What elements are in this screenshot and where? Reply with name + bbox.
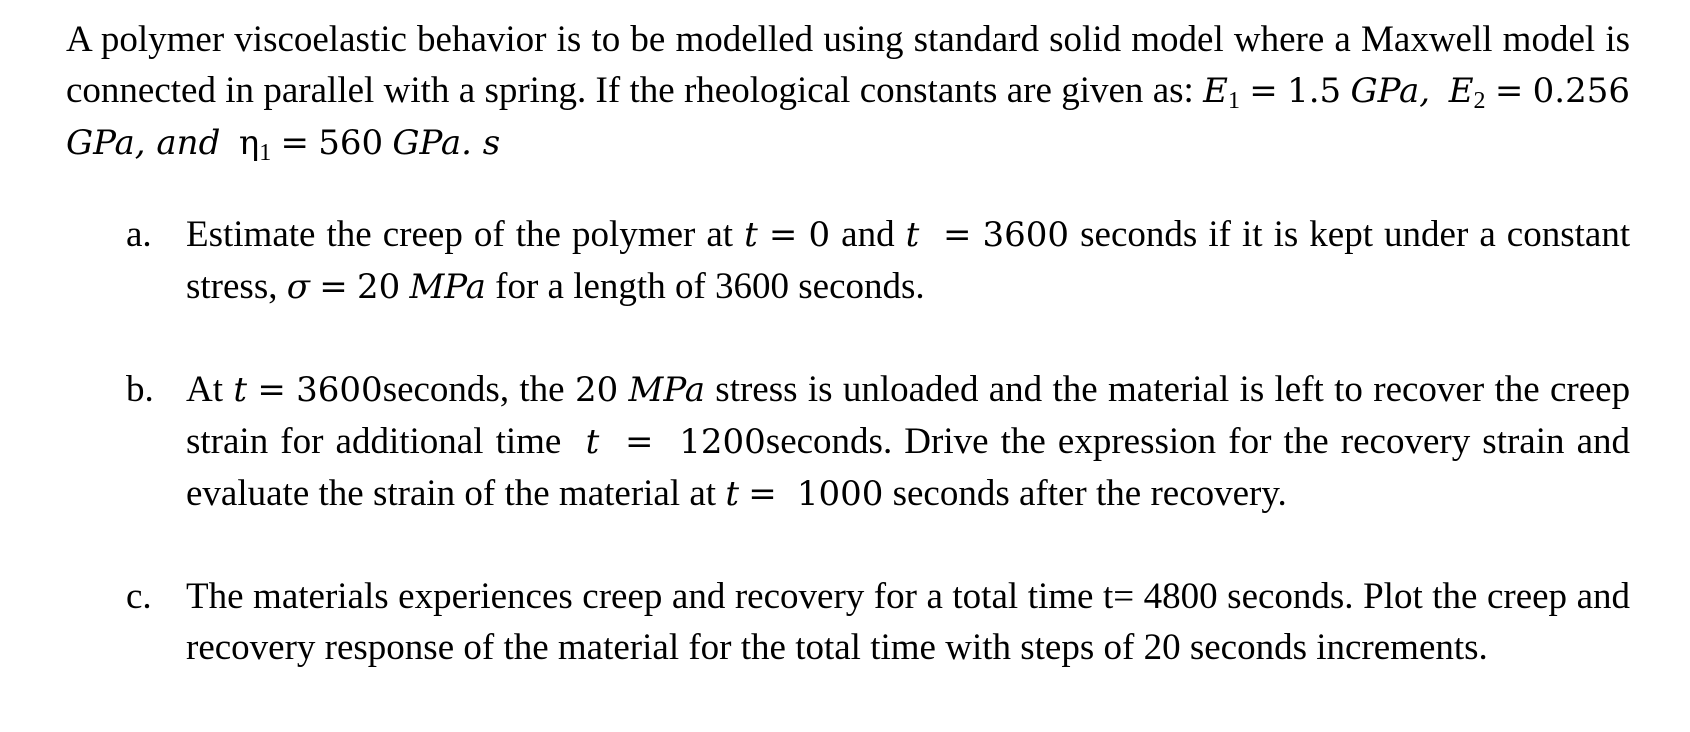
question-a-text-1: Estimate the creep of the polymer at: [186, 214, 734, 255]
eta-symbol: η: [238, 123, 260, 163]
time-symbol: t: [585, 422, 600, 462]
eta-subscript: 1: [259, 140, 272, 166]
stress-value: 20: [356, 267, 401, 307]
recovery-time-value: 1200: [679, 422, 766, 462]
question-a-text-3: seconds if it is kept under a constant stress,: [186, 214, 1631, 307]
time-symbol: t: [233, 370, 247, 410]
question-b-text-2: seconds, the: [382, 369, 565, 410]
evaluation-time-value: 1000: [796, 474, 884, 514]
question-c-text: The materials experiences creep and recovery for a total time t= 4800 seconds. Plot the creep and recovery response of the material for the total time with steps of 20 seconds increments.: [186, 576, 1630, 668]
question-b-text-3: stress is unloaded and the material is left to recover the creep strain for additional time: [186, 369, 1631, 462]
time-symbol: t: [744, 215, 758, 255]
e1-unit: GPa,: [1350, 71, 1431, 111]
question-a-text-4: for a length of 3600 seconds.: [495, 266, 925, 307]
time-value-start: 0: [808, 215, 831, 255]
question-c: [66, 571, 1630, 673]
stress-symbol: σ: [286, 267, 310, 307]
question-list: [66, 209, 1630, 673]
e2-unit: GPa, and: [66, 123, 221, 163]
question-b-marker: b.: [126, 369, 154, 410]
question-c-marker: c.: [126, 576, 152, 617]
time-value-end: 3600: [982, 215, 1070, 255]
question-b-text-4: seconds. Drive the expression for the recovery strain and evaluate the strain of the material at: [186, 421, 1631, 514]
intro-text: A polymer viscoelastic behavior is to be modelled using standard solid model where a Maxwell model is connected in parallel with a spring. If the rheological constants are given as:: [66, 19, 1630, 111]
unload-time-value: 3600: [296, 370, 383, 410]
question-a-text-2: and: [841, 214, 895, 255]
time-symbol: t: [725, 474, 740, 514]
eta-unit: GPa. s: [392, 123, 501, 163]
eta-value: 560: [318, 123, 384, 163]
question-b: b. At t = 3600seconds, the 20 MPa stress is unloaded and the material is left to recover the creep strain for additional time t = 1200seconds. Drive the expression for the recovery strain and evaluate the strain of the material at t = 1000 seconds after the recovery.: [66, 364, 1630, 520]
question-b-text-1: At: [186, 369, 223, 410]
stress-value: 20: [574, 370, 619, 410]
question-a-marker: a.: [126, 214, 152, 255]
problem-statement: [66, 14, 1630, 673]
stress-unit: MPa: [628, 370, 705, 410]
question-b-text-5: seconds after the recovery.: [892, 473, 1287, 514]
e2-symbol: E: [1448, 71, 1474, 111]
intro-paragraph: A polymer viscoelastic behavior is to be modelled using standard solid model where a Maxwell model is connected in parallel with a spring. If the rheological constants are given as: $E_1 = 1.5$ GPa, $E_2 = 0.256$ GPa, and $\eta_1 = 560$ GPa. s: [66, 19, 1630, 166]
question-a: a. Estimate the creep of the polymer at t = 0 and t = 3600 seconds if it is kept under a constant stress, σ = 20 MPa for a length of 3600 seconds.: [66, 209, 1630, 313]
time-symbol: t: [905, 215, 920, 255]
e1-symbol: E: [1203, 71, 1228, 111]
e1-value: 1.5: [1287, 71, 1342, 111]
e2-subscript: 2: [1473, 88, 1486, 114]
e1-subscript: 1: [1227, 88, 1240, 114]
stress-unit: MPa: [409, 267, 486, 307]
e2-value: 0.256: [1532, 71, 1630, 111]
